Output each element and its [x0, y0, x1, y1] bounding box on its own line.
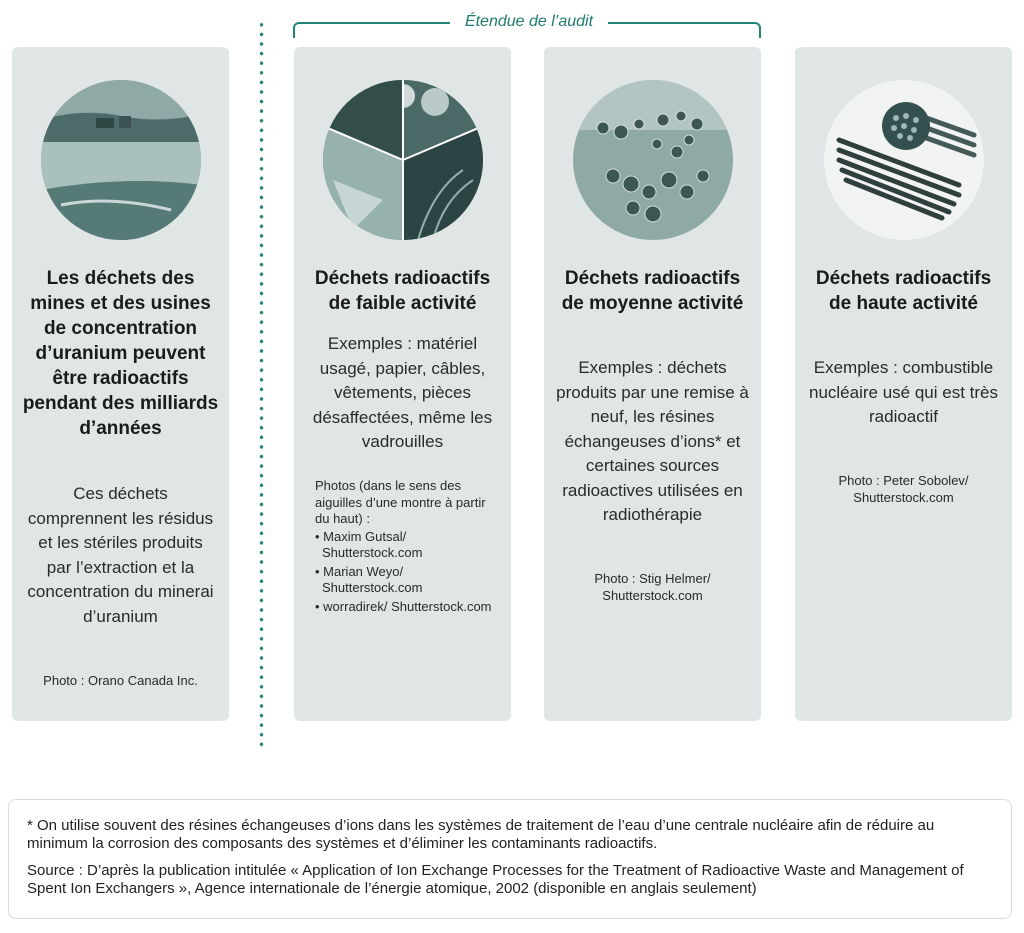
scope-label: Étendue de l’audit — [450, 11, 608, 33]
photo-credits-intro: Photos (dans le sens des aiguilles d’une montre à partir du haut) : — [315, 478, 486, 526]
low-level-waste-photo — [323, 80, 483, 240]
card-intermediate-level-waste — [544, 47, 761, 721]
card-high-level-waste — [795, 47, 1012, 721]
footnote-box — [8, 799, 1012, 919]
spent-fuel-bundle-photo — [824, 80, 984, 240]
mine-site-photo — [41, 80, 201, 240]
card-description: Ces déchets comprennent les résidus et les stériles produits par l’extraction et la concentration du minerai d’uranium — [27, 484, 214, 626]
card-description: Exemples : matériel usagé, papier, câbles, vêtements, pièces désaffectées, même les vadrouilles — [312, 334, 493, 451]
photo-credit-item: • worradirek/ Shutterstock.com — [315, 598, 492, 614]
photo-credits — [315, 478, 499, 617]
card-description: Exemples : combustible nucléaire usé qui est très radioactif — [809, 358, 998, 426]
footnote-text: * On utilise souvent des résines échangeuses d’ions dans les systèmes de traitement de l’eau d’une centrale nucléaire afin de réduire au minimum la corrosion des composants des systèmes et d’éliminer les contaminants radioactifs. — [27, 817, 935, 852]
card-mine-waste — [12, 47, 229, 721]
photo-credit-item: • Maxim Gutsal/ Shutterstock.com — [315, 528, 423, 560]
card-title: Déchets radioactifs de haute activité — [815, 268, 992, 314]
card-title: Déchets radioactifs de moyenne activité — [561, 268, 744, 314]
card-title: Déchets radioactifs de faible activité — [314, 268, 491, 314]
photo-credit: Photo : Stig Helmer/ Shutterstock.com — [594, 571, 711, 603]
scope-divider — [259, 20, 264, 750]
photo-credit: Photo : Orano Canada Inc. — [43, 673, 198, 688]
photo-credit: Photo : Peter Sobolev/ Shutterstock.com — [838, 473, 969, 505]
card-low-level-waste — [294, 47, 511, 721]
ion-exchange-resin-photo — [573, 80, 733, 240]
card-title: Les déchets des mines et des usines de concentration d’uranium peuvent être radioactifs pendant des milliards d’années — [22, 268, 219, 439]
source-text: Source : D’après la publication intitulée « Application of Ion Exchange Processes for the Treatment of Radioactive Waste and Management of Spent Ion Exchangers », Agence internationale de l’énergie atomique, 2002 (disponible en anglais seulement) — [27, 862, 964, 897]
photo-credit-item: • Marian Weyo/ Shutterstock.com — [315, 563, 423, 595]
card-description: Exemples : déchets produits par une remise à neuf, les résines échangeuses d’ions* et certaines sources radioactives utilisées en radiothérapie — [556, 358, 749, 524]
